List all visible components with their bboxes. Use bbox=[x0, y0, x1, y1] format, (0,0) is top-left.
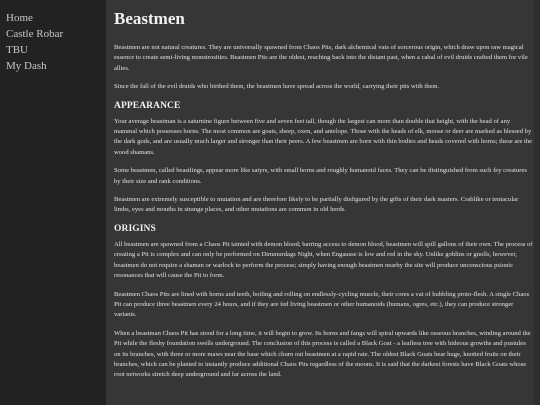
appearance-paragraph: Your average beastman is a saturnine figure between five and seven feet tall, though the largest can more than double that height, with the head of any mammal which possesses horns. The most common are goats, sheep, oxen, and antelope. Those with the heads of elk, moose or deer are marked as blessed by the dark gods, and are usually much larger and stronger than their peers. A few beastmen are born with thin bodies and heads covered with horns; these are the wood shamans. bbox=[114, 117, 533, 156]
sidebar-item-castle-robar[interactable]: Castle Robar bbox=[6, 28, 64, 40]
intro-paragraph: Since the fall of the evil druids who birthed them, the beastmen have spread across the world, carrying their pits with them. bbox=[114, 83, 440, 91]
article bbox=[114, 6, 534, 389]
sidebar-item-my-dash[interactable]: My Dash bbox=[6, 60, 47, 72]
sidebar-item-home[interactable]: Home bbox=[6, 12, 33, 24]
sidebar-nav bbox=[0, 0, 106, 74]
main-content bbox=[106, 0, 540, 405]
page-title: Beastmen bbox=[114, 9, 185, 28]
origins-paragraph: All beastmen are spawned from a Chaos Pit tainted with demon blood; barring access to demon blood, beastmen will spill gallons of their own. The process of creating a Pit is complex and can only be performed on Dimmurdags Night, when Engausse is low and red in the sky. Unlike goblins or gnolls, however, beastmen do not require a shaman or warlock to perform the process; simply having enough beastmen nearby the site will produce unconscious psionic resonances that will cause the Pit to form. bbox=[114, 240, 533, 280]
appearance-paragraph: Beastmen are extremely susceptible to mutation and are therefore likely to be partially disfigured by the gifts of their dark masters. Crablike or tentacular limbs, eyes and mouths in strange places, and other mutations are common in old herds. bbox=[114, 196, 519, 214]
origins-paragraph: Beastmen Chaos Pits are lined with horns and teeth, boiling and rolling on endlessly-cycling muscle, their cores a vat of bubbling proto-flesh. A single Chaos Pit can produce three beastmen every 24 hours, and if they are fed living beastmen or other humanoids (humans, ogres, etc.), they can produce stronger variants. bbox=[114, 290, 530, 319]
scrollbar[interactable] bbox=[534, 0, 540, 405]
origins-paragraph: When a beastman Chaos Pit has stood for a long time, it will begin to grow. Its horns and fangs will spiral upwards like osseous branches, winding around the Pit while the fleshy foundation swells underground. The conclusion of this process is called a Black Goat - a leafless tree with hideous growths and pustules on its branches, with three or more maws near the base which churn out beastmen at a rapid rate. The oldest Black Goats bear huge, knotted fruits on their branches, which can be planted to instantly produce additional Chaos Pits regardless of the moons. It is said that the darkest forests have Black Goats whose root networks stretch deep underground and far across the land. bbox=[114, 329, 531, 379]
intro-paragraph: Beastmen are not natural creatures. They are universally spawned from Chaos Pits, dark alchemical vats of sorcerous origin, which draw upon raw magical essence to create semi-living monstrosities. Beastmen Pits are the oldest, reaching back into the distant past, when a cabal of evil druids crafted them for vile allies. bbox=[114, 44, 528, 72]
section-heading-appearance: APPEARANCE bbox=[114, 100, 181, 111]
appearance-paragraph: Some beastmen, called beastlings, appear more like satyrs, with small horns and roughly humanoid faces. They can be distinguished from such fey creatures by their size and rank conditions. bbox=[114, 167, 527, 185]
section-heading-origins: ORIGINS bbox=[114, 223, 156, 234]
sidebar-item-tbu[interactable]: TBU bbox=[6, 44, 28, 56]
sidebar bbox=[0, 0, 106, 405]
